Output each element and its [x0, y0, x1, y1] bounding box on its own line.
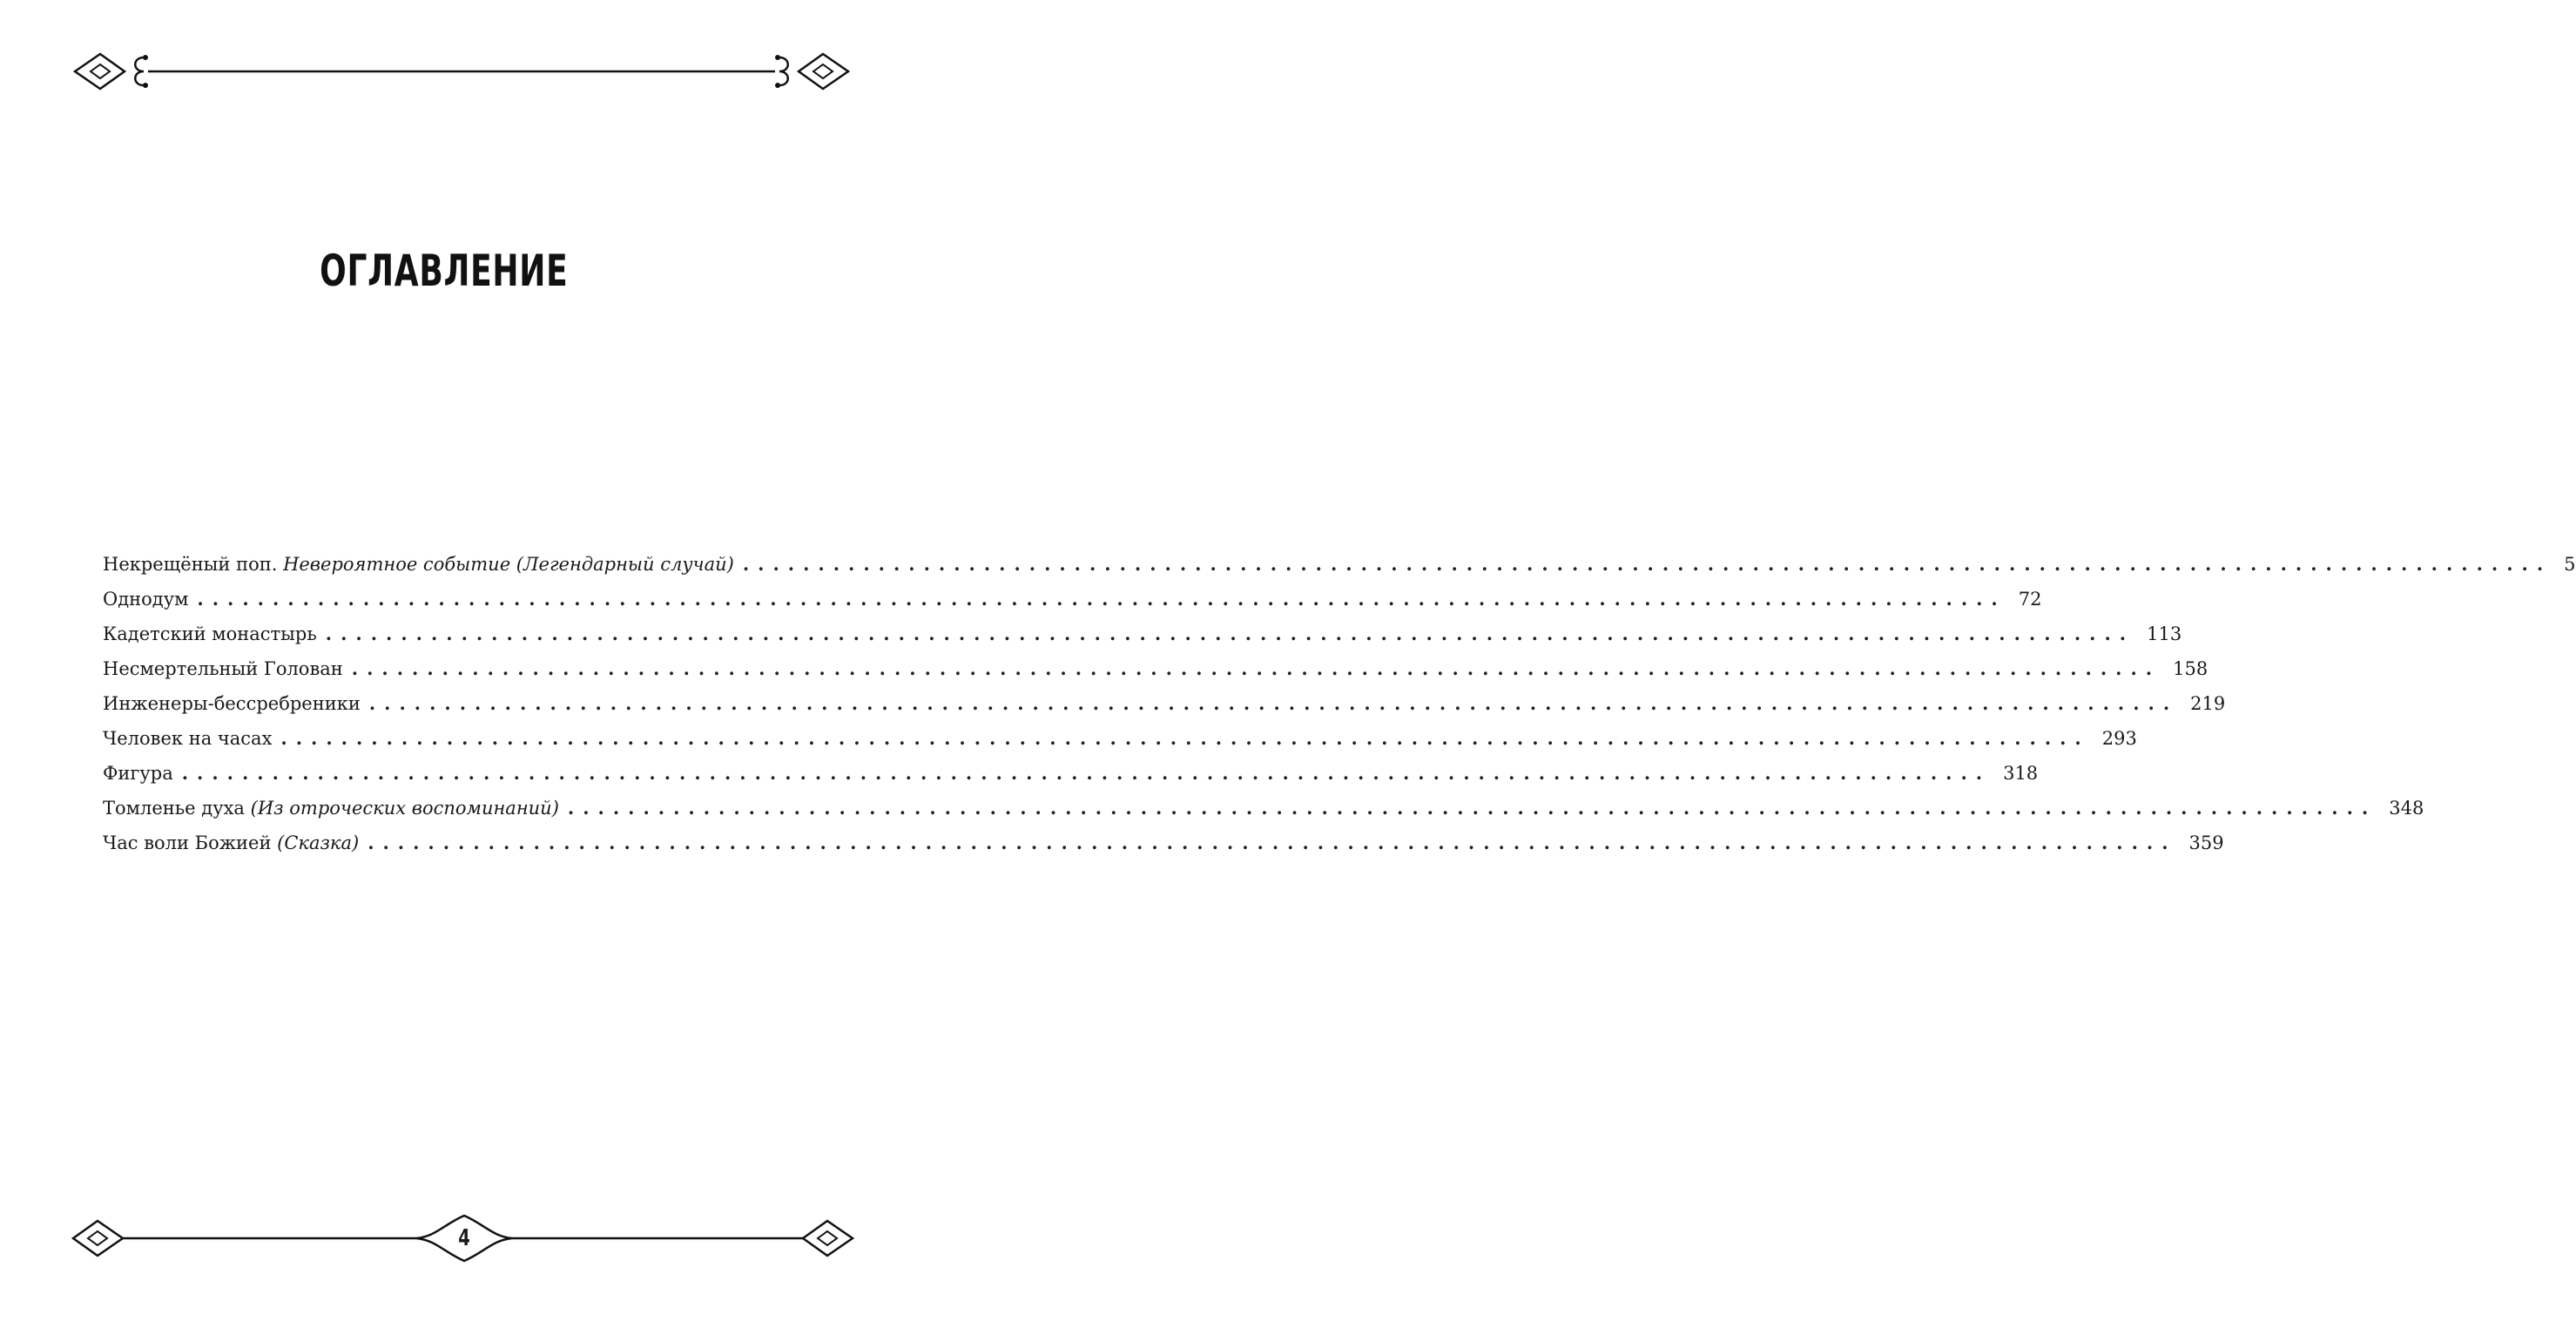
toc-entry-main-title: Инженеры-бессребреники	[103, 693, 361, 714]
toc-entry-main-title: Несмертельный Голован	[103, 658, 343, 679]
toc-entry-main-title: Томленье духа	[103, 798, 251, 819]
toc-entry-subtitle: Невероятное событие (Легендарный случай)	[283, 554, 734, 575]
toc-entry-page: 113	[2147, 623, 2182, 644]
toc-entry-main-title: Фигура	[103, 763, 173, 784]
toc-entry	[103, 547, 2576, 582]
toc-entry-main-title: Человек на часах	[103, 728, 273, 749]
toc-entry-main-title: Однодум	[103, 589, 189, 610]
toc-entry	[103, 756, 2039, 791]
toc-dot-leader: ........................................................................................................................	[351, 657, 2161, 679]
toc-dot-leader: ........................................................................................................................	[567, 797, 2377, 819]
toc-entry-main-title: Час воли Божией	[103, 832, 278, 853]
toc-entry-page: 158	[2173, 658, 2208, 679]
toc-entry	[103, 617, 2182, 651]
toc-entry-title	[103, 547, 734, 582]
toc-entry-subtitle: (Сказка)	[277, 832, 360, 853]
toc-entry-page: 359	[2188, 832, 2224, 853]
toc-dot-leader: ........................................................................................................................	[197, 588, 2006, 610]
toc-entry	[103, 651, 2208, 686]
toc-entry-title	[103, 651, 343, 686]
toc-entry-title	[103, 686, 361, 721]
toc-entry	[103, 686, 2226, 721]
toc-dot-leader: ........................................................................................................................	[280, 727, 2090, 749]
toc-entry-page: 318	[2003, 763, 2039, 784]
toc-entry-main-title: Некрещёный поп.	[103, 554, 284, 575]
toc-entry-page: 219	[2190, 693, 2226, 714]
toc-entry-title	[103, 756, 173, 791]
toc-entry-page: 293	[2101, 728, 2137, 749]
toc-entry-title	[103, 617, 317, 651]
toc-entry-title	[103, 791, 559, 826]
bottom-ornament-divider	[0, 1212, 871, 1264]
toc-dot-leader: ........................................................................................................................	[368, 832, 2177, 853]
toc-entry-title	[103, 826, 359, 860]
toc-entry-title	[103, 582, 188, 617]
toc-entry-page: 72	[2018, 589, 2042, 610]
page-number: 4	[458, 1225, 470, 1251]
toc-dot-leader: ........................................................................................................................	[742, 553, 2552, 575]
toc-dot-leader: ........................................................................................................................	[368, 692, 2179, 714]
toc-entry-page: 5	[2564, 554, 2576, 575]
toc-entry	[103, 791, 2424, 826]
table-of-contents	[103, 547, 2576, 860]
toc-dot-leader: ........................................................................................................................	[325, 623, 2135, 644]
toc-entry-page: 348	[2389, 798, 2424, 819]
toc-entry-title	[103, 721, 272, 756]
top-ornament-divider	[0, 45, 871, 98]
toc-dot-leader: ........................................................................................................................	[181, 762, 1992, 784]
page-title: ОГЛАВЛЕНИЕ	[320, 246, 569, 296]
toc-entry-subtitle: (Из отроческих воспоминаний)	[250, 798, 559, 819]
toc-entry	[103, 582, 2042, 617]
toc-entry	[103, 826, 2224, 860]
toc-entry-main-title: Кадетский монастырь	[103, 623, 317, 644]
toc-entry	[103, 721, 2137, 756]
